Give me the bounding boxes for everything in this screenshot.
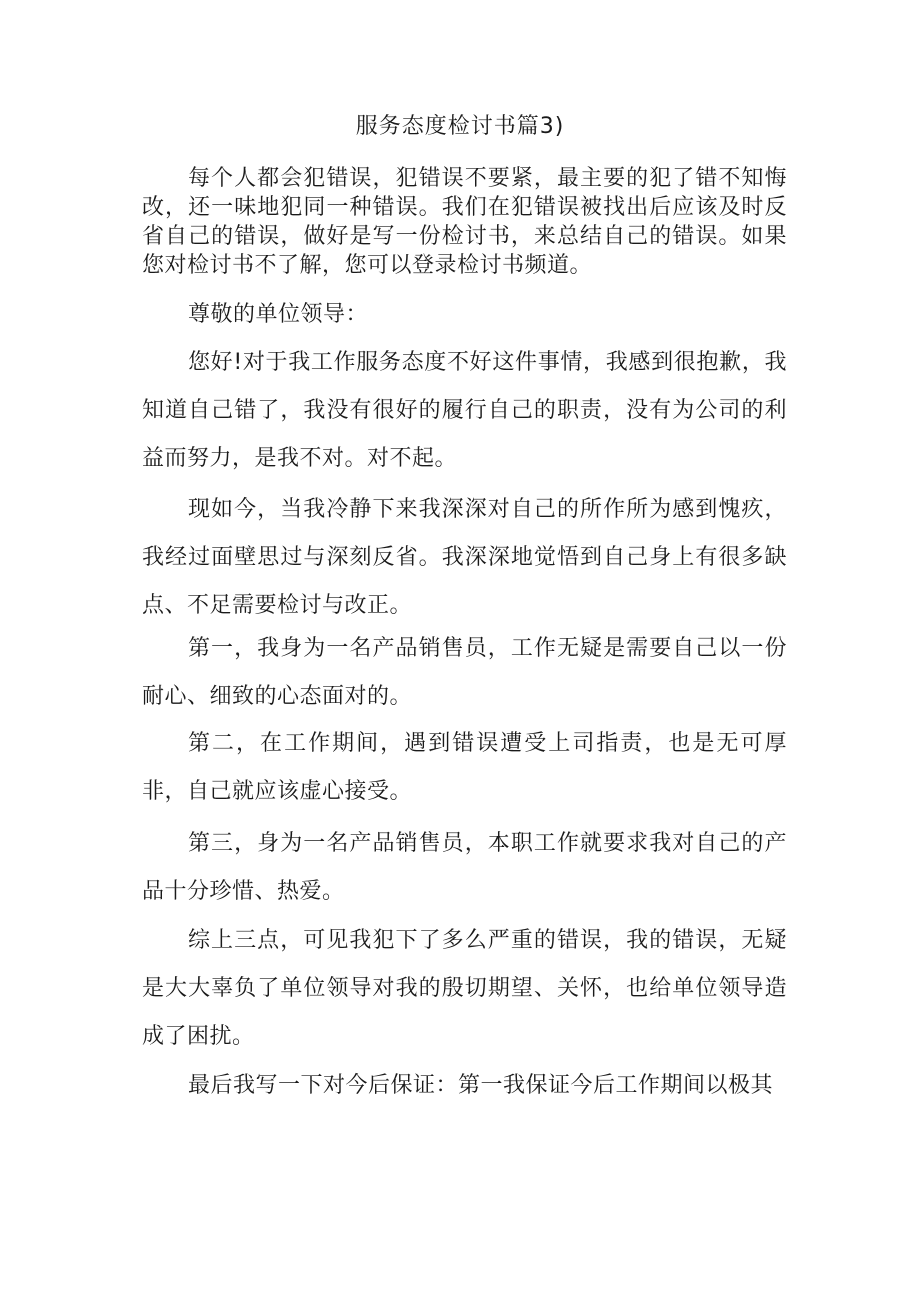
paragraph-reflection: 现如今，当我冷静下来我深深对自己的所作所为感到愧疚，我经过面壁思过与深刻反省。我深深地觉悟到自己身上有很多缺点、不足需要检讨与改正。	[142, 497, 787, 618]
document-title: 服务态度检讨书篇3)	[355, 114, 565, 139]
paragraph-point-one: 第一，我身为一名产品销售员，工作无疑是需要自己以一份耐心、细致的心态面对的。	[142, 636, 787, 709]
paragraph-guarantee: 最后我写一下对今后保证：第一我保证今后工作期间以极其	[188, 1073, 774, 1098]
paragraph-point-three: 第三，身为一名产品销售员，本职工作就要求我对自己的产品十分珍惜、热爱。	[142, 831, 787, 904]
salutation: 尊敬的单位领导：	[188, 302, 369, 327]
intro-paragraph: 每个人都会犯错误，犯错误不要紧，最主要的犯了错不知悔改，还一味地犯同一种错误。我们在犯错误被找出后应该及时反省自己的错误，做好是写一份检讨书，来总结自己的错误。如果您对检讨书不了解，您可以登录检讨书频道。	[142, 166, 787, 278]
paragraph-apology: 您好!对于我工作服务态度不好这件事情，我感到很抱歉，我知道自己错了，我没有很好的履行自己的职责，没有为公司的利益而努力，是我不对。对不起。	[142, 350, 787, 471]
paragraph-point-two: 第二，在工作期间，遇到错误遭受上司指责，也是无可厚非，自己就应该虚心接受。	[142, 731, 787, 804]
paragraph-summary: 综上三点，可见我犯下了多么严重的错误，我的错误，无疑是大大辜负了单位领导对我的殷切期望、关怀，也给单位领导造成了困扰。	[142, 928, 787, 1049]
